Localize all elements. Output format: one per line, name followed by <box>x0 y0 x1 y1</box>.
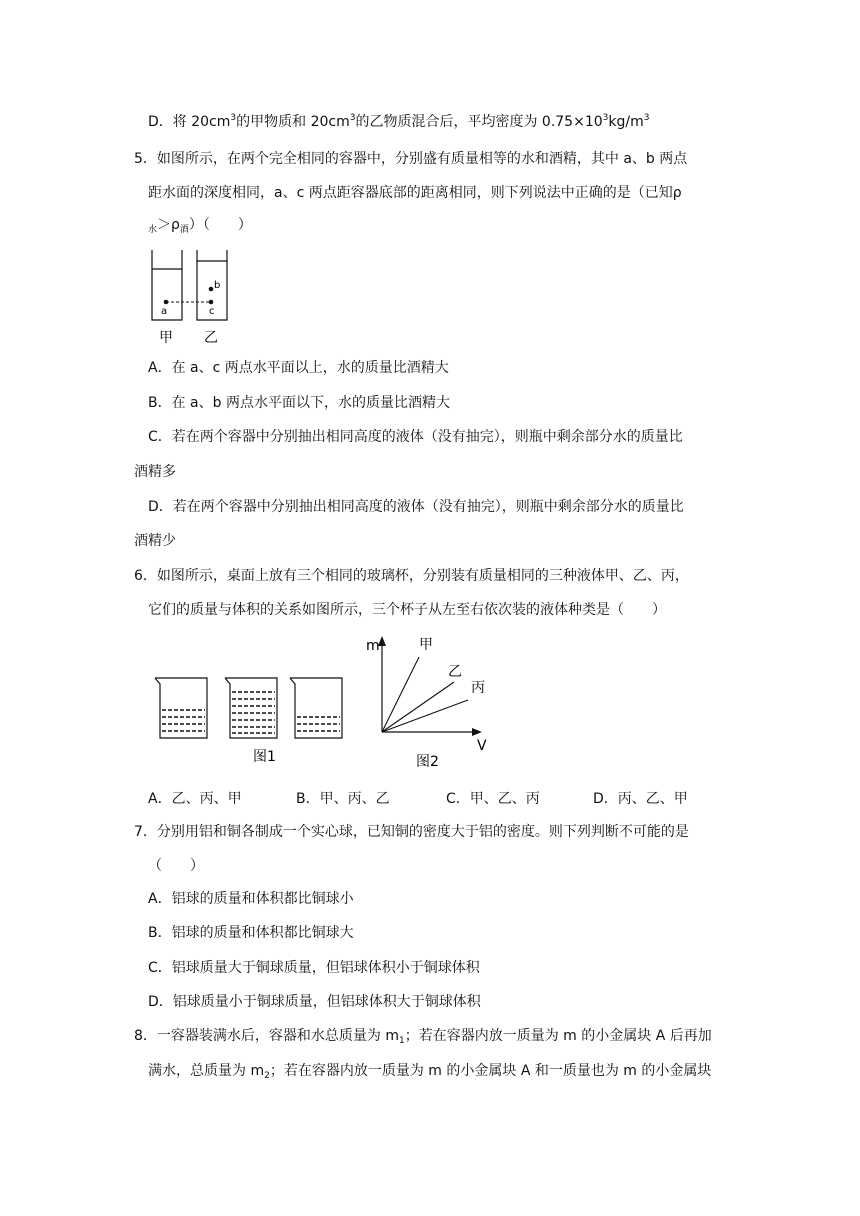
q4-option-d: D．将 $20cm^3$的甲物质和 $20cm^3$的乙物质混合后，平均密度为 $0.75\times 10^3kg/m^3$ <box>148 113 650 130</box>
glass-3 <box>290 678 342 738</box>
q5-option-d-line-1: D．若在两个容器中分别抽出相同高度的液体（没有抽完），则瓶中剩余部分水的质量比 <box>148 499 684 515</box>
line-bing-label: 丙 <box>471 680 485 696</box>
glass-2 <box>225 678 277 738</box>
point-c <box>209 300 214 305</box>
q5-stem-line-2: 距水面的深度相同，a、c 两点距容器底部的距离相同，则下列说法中正确的是（已知ρ <box>148 185 682 201</box>
line-yi-label: 乙 <box>448 664 462 680</box>
y-axis-label: m <box>366 638 380 654</box>
q7-option-a: A．铝球的质量和体积都比铜球小 <box>148 891 354 907</box>
q5-option-c-line-1: C．若在两个容器中分别抽出相同高度的液体（没有抽完），则瓶中剩余部分水的质量比 <box>148 429 683 445</box>
caption-jia: 甲 <box>159 330 173 346</box>
q5-stem-line-1: 5．如图所示，在两个完全相同的容器中，分别盛有质量相等的水和酒精，其中 a、b 两点 <box>134 151 688 167</box>
q7-option-c: C．铝球质量大于铜球质量，但铝球体积小于铜球体积 <box>148 960 480 976</box>
glass-1 <box>155 678 207 738</box>
q6-option-b: B．甲、丙、乙 <box>296 791 390 807</box>
label-c: c <box>209 306 215 317</box>
q6-option-a: A．乙、丙、甲 <box>148 791 242 807</box>
q6-option-c: C．甲、乙、丙 <box>446 791 540 807</box>
point-a <box>164 300 169 305</box>
line-jia-label: 甲 <box>419 637 433 653</box>
line-yi <box>382 682 454 732</box>
q6-mass-volume-graph <box>362 632 502 772</box>
label-a: a <box>161 306 168 317</box>
q7-option-b: B．铝球的质量和体积都比铜球大 <box>148 925 354 941</box>
q5-containers-figure <box>140 246 250 346</box>
label-b: b <box>214 280 221 291</box>
q7-stem-line-2: （ ） <box>148 858 204 874</box>
q6-option-d: D．丙、乙、甲 <box>593 791 688 807</box>
q6-glasses-figure <box>145 670 355 770</box>
q5-option-b: B．在 a、b 两点水平面以下，水的质量比酒精大 <box>148 395 450 411</box>
q7-option-d: D．铝球质量小于铜球质量，但铝球体积大于铜球体积 <box>148 994 481 1010</box>
q6-stem-line-1: 6．如图所示，桌面上放有三个相同的玻璃杯，分别装有质量相同的三种液体甲、乙、丙， <box>134 568 689 584</box>
x-axis-label: V <box>477 738 487 754</box>
fig2-caption: 图2 <box>416 754 439 770</box>
fig1-caption: 图1 <box>253 749 276 765</box>
q5-stem-line-3: $_水>\rho_酒$）（ ） <box>148 217 252 235</box>
q6-stem-line-2: 它们的质量与体积的关系如图所示，三个杯子从左至右依次装的液体种类是（ ） <box>148 602 666 618</box>
caption-yi: 乙 <box>204 330 218 346</box>
q7-stem-line-1: 7．分别用铝和铜各制成一个实心球，已知铜的密度大于铝的密度。则下列判断不可能的是 <box>134 824 689 840</box>
q5-option-d-line-2: 酒精少 <box>134 533 176 549</box>
point-b <box>209 287 214 292</box>
q8-stem-line-1: 8．一容器装满水后，容器和水总质量为 $m_1$；若在容器内放一质量为 m 的小金属块 A 后再加 <box>134 1028 712 1046</box>
q5-option-a: A．在 a、c 两点水平面以上，水的质量比酒精大 <box>148 360 449 376</box>
q8-stem-line-2: 满水，总质量为 $m_2$；若在容器内放一质量为 m 的小金属块 A 和一质量也为 m 的小金属块 <box>148 1063 712 1081</box>
x-axis-arrow-icon <box>472 728 482 736</box>
q5-option-c-line-2: 酒精多 <box>134 464 176 480</box>
